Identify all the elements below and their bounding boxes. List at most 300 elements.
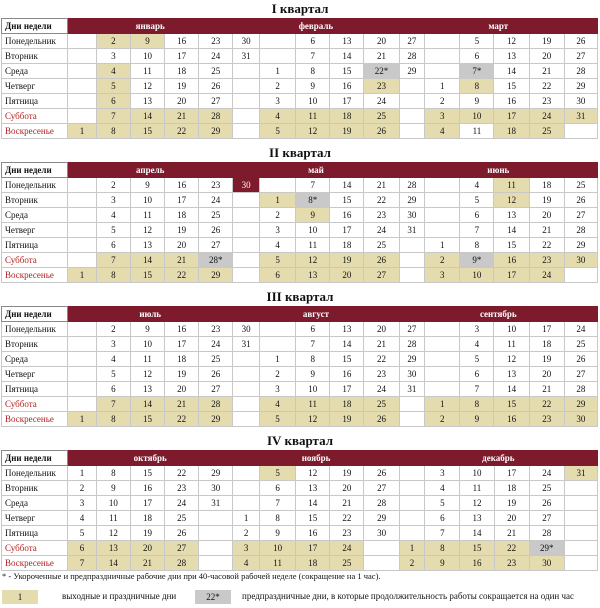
day-cell <box>68 223 97 238</box>
day-cell: 20 <box>494 511 529 526</box>
day-cell: 8 <box>96 124 130 139</box>
day-cell: 24 <box>330 541 364 556</box>
day-cell: 11 <box>494 178 529 193</box>
day-cell <box>233 382 260 397</box>
day-cell: 5 <box>68 526 97 541</box>
day-cell: 18 <box>165 352 199 367</box>
day-cell: 4 <box>259 238 295 253</box>
day-cell <box>399 511 425 526</box>
day-cell: 10 <box>494 322 529 337</box>
day-cell: 30 <box>233 322 260 337</box>
weekday-header: Дни недели <box>2 163 68 178</box>
weekday-label: Пятница <box>2 526 68 541</box>
day-cell: 29 <box>564 79 597 94</box>
day-cell: 28 <box>364 496 399 511</box>
day-cell: 7 <box>296 337 330 352</box>
day-cell: 16 <box>460 556 494 571</box>
legend-holiday-text: выходные и праздничные дни <box>62 591 177 601</box>
day-cell: 30 <box>233 34 260 49</box>
day-cell: 27 <box>199 382 233 397</box>
day-cell <box>564 556 597 571</box>
day-cell <box>564 496 597 511</box>
day-cell: 22 <box>165 466 199 481</box>
day-cell: 21 <box>364 178 399 193</box>
day-cell: 3 <box>259 382 295 397</box>
day-cell: 9 <box>130 34 164 49</box>
day-cell: 9 <box>96 481 130 496</box>
day-cell: 16 <box>130 481 164 496</box>
day-cell: 16 <box>494 253 529 268</box>
day-cell: 21 <box>529 64 564 79</box>
day-cell: 8 <box>460 238 494 253</box>
day-cell <box>233 268 260 283</box>
day-cell: 20 <box>130 541 164 556</box>
day-cell: 24 <box>529 466 564 481</box>
day-cell: 22 <box>494 541 529 556</box>
day-cell: 13 <box>96 541 130 556</box>
week-row <box>2 496 598 511</box>
day-cell: 11 <box>130 64 164 79</box>
day-cell: 8 <box>96 412 130 427</box>
day-cell: 19 <box>330 412 364 427</box>
day-cell <box>68 49 97 64</box>
day-cell <box>233 367 260 382</box>
day-cell <box>259 49 295 64</box>
day-cell: 5 <box>460 34 494 49</box>
day-cell: 31 <box>199 496 233 511</box>
legend-short-swatch: 22* <box>195 590 231 604</box>
week-row <box>2 268 598 283</box>
month-header: май <box>233 163 399 178</box>
week-row <box>2 412 598 427</box>
day-cell: 18 <box>529 337 564 352</box>
weekday-label: Вторник <box>2 193 68 208</box>
day-cell: 20 <box>529 367 564 382</box>
day-cell: 18 <box>165 64 199 79</box>
day-cell: 20 <box>330 481 364 496</box>
day-cell: 15 <box>130 412 164 427</box>
day-cell <box>425 34 460 49</box>
day-cell <box>199 556 233 571</box>
day-cell: 7 <box>96 253 130 268</box>
day-cell: 28 <box>399 337 425 352</box>
day-cell: 10 <box>130 337 164 352</box>
day-cell: 6 <box>96 382 130 397</box>
day-cell: 24 <box>564 322 597 337</box>
day-cell <box>364 541 399 556</box>
day-cell: 17 <box>494 466 529 481</box>
day-cell: 17 <box>494 268 529 283</box>
day-cell: 23 <box>529 253 564 268</box>
weekday-label: Понедельник <box>2 322 68 337</box>
day-cell: 21 <box>529 223 564 238</box>
day-cell: 8* <box>296 193 330 208</box>
week-row <box>2 511 598 526</box>
weekday-header: Дни недели <box>2 19 68 34</box>
day-cell: 24 <box>199 337 233 352</box>
day-cell: 28* <box>199 253 233 268</box>
day-cell: 15 <box>296 511 330 526</box>
week-row <box>2 94 598 109</box>
day-cell: 26 <box>364 253 399 268</box>
day-cell: 29 <box>199 268 233 283</box>
day-cell: 29 <box>199 412 233 427</box>
day-cell <box>233 481 260 496</box>
day-cell: 7 <box>425 526 460 541</box>
day-cell <box>68 178 97 193</box>
day-cell: 14 <box>460 526 494 541</box>
day-cell: 16 <box>296 526 330 541</box>
weekday-label: Вторник <box>2 481 68 496</box>
quarter-title: I квартал <box>271 1 329 16</box>
quarter-table <box>1 306 598 427</box>
week-row <box>2 556 598 571</box>
day-cell: 2 <box>68 481 97 496</box>
day-cell: 27 <box>399 322 425 337</box>
day-cell <box>68 109 97 124</box>
day-cell: 15 <box>494 397 529 412</box>
day-cell: 7 <box>460 382 494 397</box>
day-cell: 28 <box>199 109 233 124</box>
day-cell <box>425 64 460 79</box>
quarter-title: IV квартал <box>267 433 333 448</box>
day-cell: 2 <box>259 367 295 382</box>
day-cell: 25 <box>364 109 399 124</box>
day-cell <box>564 526 597 541</box>
day-cell: 27 <box>564 49 597 64</box>
day-cell: 25 <box>564 337 597 352</box>
day-cell: 1 <box>68 268 97 283</box>
weekday-header: Дни недели <box>2 451 68 466</box>
day-cell: 5 <box>96 223 130 238</box>
day-cell: 29* <box>529 541 564 556</box>
day-cell: 28 <box>165 556 199 571</box>
day-cell: 31 <box>564 466 597 481</box>
day-cell: 4 <box>425 124 460 139</box>
weekday-label: Среда <box>2 352 68 367</box>
day-cell <box>68 352 97 367</box>
weekday-label: Вторник <box>2 49 68 64</box>
month-header: сентябрь <box>399 307 597 322</box>
day-cell: 24 <box>364 223 399 238</box>
day-cell: 21 <box>130 556 164 571</box>
day-cell: 31 <box>399 382 425 397</box>
day-cell: 15 <box>130 466 164 481</box>
day-cell: 16 <box>165 322 199 337</box>
day-cell <box>68 208 97 223</box>
day-cell: 4 <box>425 481 460 496</box>
day-cell: 9 <box>130 322 164 337</box>
day-cell: 2 <box>233 526 260 541</box>
day-cell: 14 <box>130 109 164 124</box>
day-cell: 20 <box>165 94 199 109</box>
day-cell: 27 <box>399 34 425 49</box>
week-row <box>2 337 598 352</box>
day-cell: 3 <box>259 94 295 109</box>
day-cell: 22 <box>529 397 564 412</box>
day-cell: 11 <box>96 511 130 526</box>
day-cell: 4 <box>96 208 130 223</box>
day-cell: 12 <box>494 34 529 49</box>
week-row <box>2 208 598 223</box>
day-cell <box>68 79 97 94</box>
day-cell: 16 <box>330 367 364 382</box>
day-cell: 9 <box>296 79 330 94</box>
day-cell: 1 <box>68 466 97 481</box>
day-cell <box>233 397 260 412</box>
day-cell: 13 <box>130 238 164 253</box>
day-cell: 23 <box>364 208 399 223</box>
day-cell: 23 <box>364 367 399 382</box>
day-cell: 8 <box>460 79 494 94</box>
day-cell: 23 <box>529 94 564 109</box>
day-cell: 13 <box>494 367 529 382</box>
day-cell <box>259 337 295 352</box>
day-cell: 17 <box>165 49 199 64</box>
weekday-label: Четверг <box>2 367 68 382</box>
month-header: октябрь <box>68 451 233 466</box>
day-cell: 29 <box>399 64 425 79</box>
day-cell: 10 <box>130 193 164 208</box>
day-cell: 28 <box>399 49 425 64</box>
day-cell <box>425 322 460 337</box>
day-cell <box>564 124 597 139</box>
day-cell: 23 <box>529 412 564 427</box>
day-cell: 17 <box>494 109 529 124</box>
day-cell: 28 <box>564 223 597 238</box>
day-cell: 9 <box>260 526 296 541</box>
day-cell: 21 <box>364 49 399 64</box>
day-cell: 12 <box>296 253 330 268</box>
day-cell: 4 <box>233 556 260 571</box>
day-cell: 5 <box>259 412 295 427</box>
day-cell: 12 <box>96 526 130 541</box>
month-header: июнь <box>399 163 597 178</box>
day-cell: 26 <box>529 496 564 511</box>
day-cell: 14 <box>96 556 130 571</box>
day-cell: 3 <box>425 268 460 283</box>
day-cell: 18 <box>330 238 364 253</box>
day-cell: 29 <box>364 511 399 526</box>
day-cell: 15 <box>460 541 494 556</box>
weekday-label: Понедельник <box>2 34 68 49</box>
day-cell <box>233 64 260 79</box>
day-cell: 25 <box>199 352 233 367</box>
day-cell: 11 <box>460 124 494 139</box>
day-cell: 7 <box>96 109 130 124</box>
day-cell: 2 <box>96 34 130 49</box>
day-cell: 6 <box>460 367 494 382</box>
day-cell: 28 <box>199 397 233 412</box>
day-cell: 19 <box>330 253 364 268</box>
day-cell: 1 <box>259 352 295 367</box>
day-cell: 1 <box>68 124 97 139</box>
day-cell: 9 <box>130 178 164 193</box>
day-cell: 6 <box>259 268 295 283</box>
day-cell: 19 <box>529 352 564 367</box>
day-cell: 7 <box>260 496 296 511</box>
week-row <box>2 382 598 397</box>
month-header: январь <box>68 19 233 34</box>
day-cell: 18 <box>529 178 564 193</box>
day-cell <box>399 238 425 253</box>
week-row <box>2 124 598 139</box>
day-cell: 30 <box>564 94 597 109</box>
day-cell: 30 <box>364 526 399 541</box>
day-cell: 12 <box>130 223 164 238</box>
day-cell: 3 <box>259 223 295 238</box>
day-cell: 8 <box>260 511 296 526</box>
month-header: ноябрь <box>233 451 399 466</box>
day-cell: 15 <box>494 238 529 253</box>
day-cell: 9 <box>460 94 494 109</box>
day-cell: 17 <box>330 94 364 109</box>
day-cell: 28 <box>399 178 425 193</box>
day-cell <box>68 34 97 49</box>
day-cell: 13 <box>330 34 364 49</box>
week-row <box>2 238 598 253</box>
day-cell: 30 <box>564 412 597 427</box>
week-row <box>2 481 598 496</box>
week-row <box>2 34 598 49</box>
day-cell <box>68 367 97 382</box>
day-cell: 19 <box>529 34 564 49</box>
day-cell: 15 <box>130 268 164 283</box>
day-cell: 11 <box>296 109 330 124</box>
day-cell: 10 <box>460 268 494 283</box>
day-cell: 9 <box>425 556 460 571</box>
day-cell: 26 <box>364 466 399 481</box>
day-cell: 19 <box>330 466 364 481</box>
day-cell <box>564 481 597 496</box>
day-cell <box>425 223 460 238</box>
day-cell <box>425 49 460 64</box>
day-cell <box>233 496 260 511</box>
day-cell: 3 <box>96 193 130 208</box>
day-cell: 24 <box>364 94 399 109</box>
weekday-label: Четверг <box>2 511 68 526</box>
day-cell: 18 <box>494 481 529 496</box>
day-cell: 5 <box>96 367 130 382</box>
day-cell <box>233 352 260 367</box>
day-cell: 6 <box>460 208 494 223</box>
week-row <box>2 178 598 193</box>
day-cell <box>364 556 399 571</box>
day-cell <box>233 466 260 481</box>
day-cell: 2 <box>259 79 295 94</box>
day-cell: 29 <box>564 397 597 412</box>
day-cell: 18 <box>130 511 164 526</box>
day-cell: 20 <box>529 208 564 223</box>
day-cell: 7 <box>96 397 130 412</box>
day-cell <box>199 541 233 556</box>
day-cell: 4 <box>68 511 97 526</box>
day-cell: 16 <box>494 94 529 109</box>
day-cell: 3 <box>68 496 97 511</box>
day-cell: 1 <box>259 193 295 208</box>
day-cell: 23 <box>364 79 399 94</box>
day-cell: 3 <box>233 541 260 556</box>
quarter-table <box>1 162 598 283</box>
day-cell: 10 <box>296 382 330 397</box>
day-cell: 6 <box>260 481 296 496</box>
day-cell: 20 <box>529 49 564 64</box>
day-cell: 13 <box>296 268 330 283</box>
day-cell: 13 <box>130 382 164 397</box>
day-cell: 27 <box>529 511 564 526</box>
day-cell: 11 <box>296 397 330 412</box>
weekday-label: Среда <box>2 208 68 223</box>
day-cell: 13 <box>130 94 164 109</box>
day-cell <box>233 208 260 223</box>
day-cell: 8 <box>296 64 330 79</box>
day-cell <box>233 109 260 124</box>
day-cell: 31 <box>233 49 260 64</box>
day-cell: 6 <box>460 49 494 64</box>
day-cell: 17 <box>296 541 330 556</box>
weekday-label: Четверг <box>2 223 68 238</box>
day-cell: 23 <box>199 178 233 193</box>
day-cell: 18 <box>296 556 330 571</box>
weekday-label: Среда <box>2 64 68 79</box>
day-cell <box>399 124 425 139</box>
day-cell: 30 <box>529 556 564 571</box>
month-header: апрель <box>68 163 233 178</box>
day-cell: 15 <box>330 193 364 208</box>
day-cell: 23 <box>494 556 529 571</box>
legend-short-text: предпраздничные дни, в которые продолжительность работы сокращается на один час <box>242 591 574 601</box>
week-row <box>2 367 598 382</box>
day-cell: 12 <box>130 367 164 382</box>
day-cell <box>259 322 295 337</box>
day-cell: 8 <box>296 352 330 367</box>
month-header: март <box>399 19 597 34</box>
week-row <box>2 541 598 556</box>
day-cell: 12 <box>296 466 330 481</box>
day-cell: 24 <box>199 193 233 208</box>
day-cell: 6 <box>425 511 460 526</box>
day-cell: 15 <box>494 79 529 94</box>
day-cell: 28 <box>529 526 564 541</box>
day-cell: 17 <box>165 337 199 352</box>
day-cell: 10 <box>296 223 330 238</box>
day-cell: 7 <box>460 223 494 238</box>
day-cell: 26 <box>199 79 233 94</box>
day-cell: 13 <box>460 511 494 526</box>
day-cell: 21 <box>364 337 399 352</box>
day-cell <box>233 193 260 208</box>
day-cell: 13 <box>494 49 529 64</box>
day-cell: 4 <box>259 109 295 124</box>
day-cell <box>399 481 425 496</box>
day-cell: 21 <box>330 496 364 511</box>
day-cell: 6 <box>96 94 130 109</box>
day-cell: 22 <box>364 352 399 367</box>
day-cell: 17 <box>330 382 364 397</box>
day-cell <box>68 337 97 352</box>
week-row <box>2 466 598 481</box>
day-cell: 2 <box>425 94 460 109</box>
day-cell: 22* <box>364 64 399 79</box>
day-cell: 26 <box>564 352 597 367</box>
day-cell: 1 <box>425 397 460 412</box>
day-cell <box>399 496 425 511</box>
day-cell: 19 <box>330 124 364 139</box>
week-row <box>2 49 598 64</box>
day-cell <box>425 367 460 382</box>
day-cell <box>68 193 97 208</box>
week-row <box>2 193 598 208</box>
